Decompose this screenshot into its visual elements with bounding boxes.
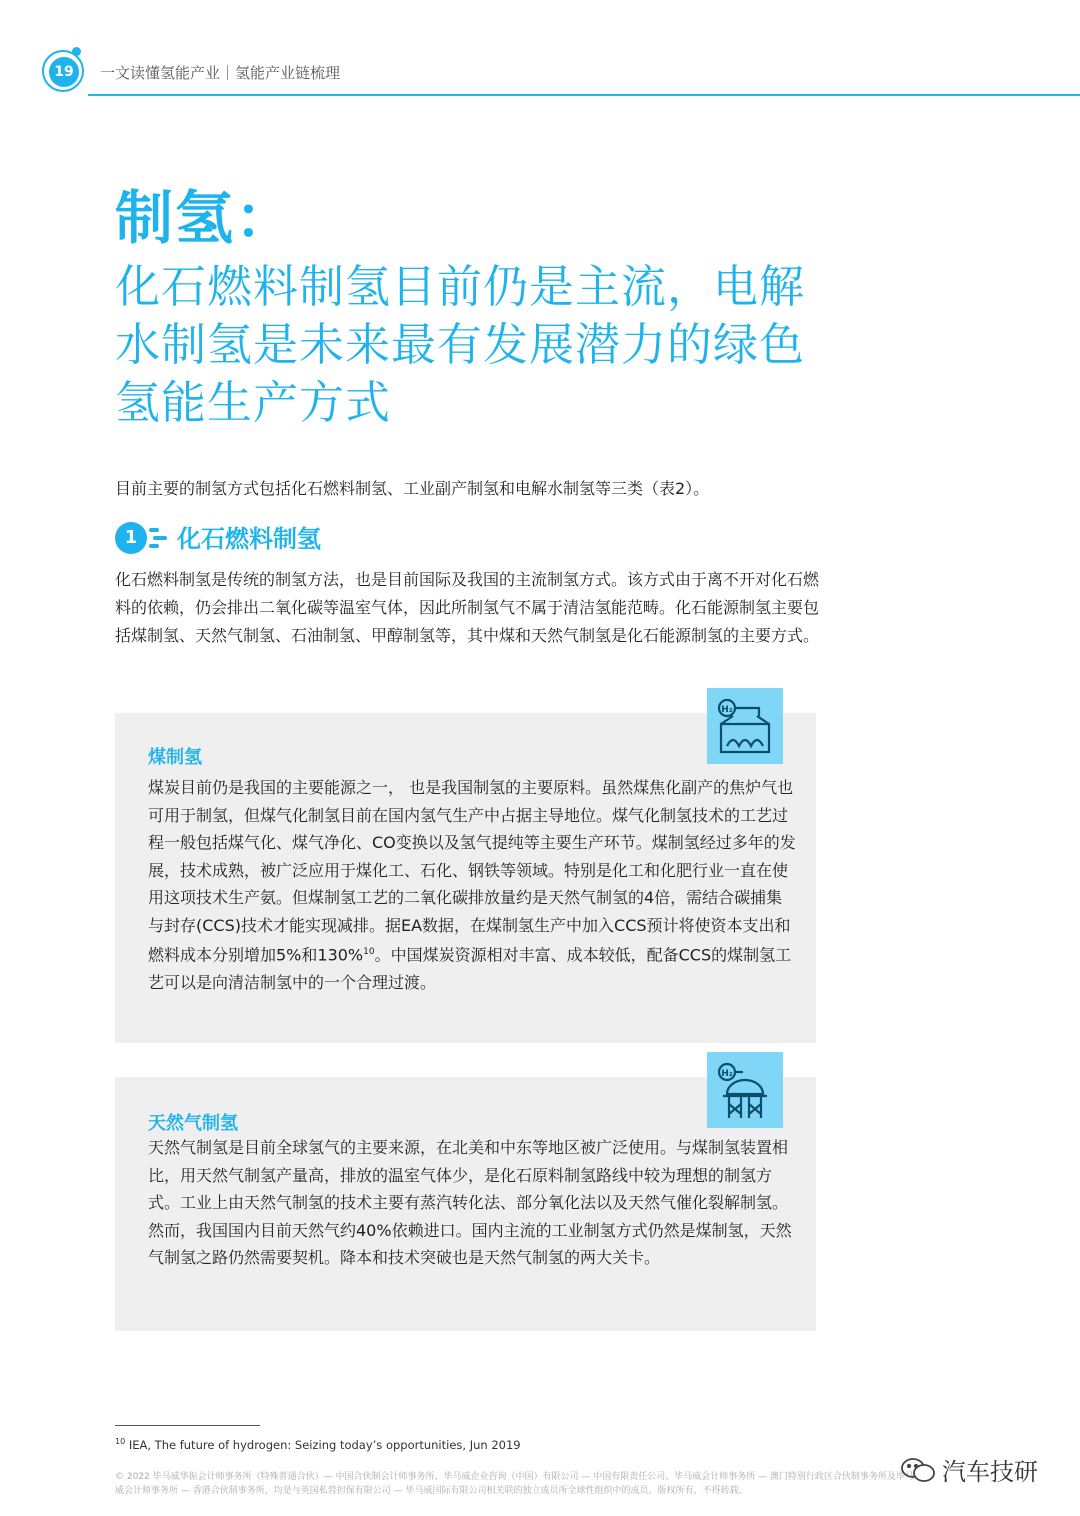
footnote-divider <box>115 1425 260 1426</box>
coal-box-text <box>148 774 798 996</box>
section-number: 1 <box>115 522 147 554</box>
coal-text-part-b: 。中国煤炭资源相对丰富、成本较低，配备CCS的煤制氢工艺可以是向清洁制氢中的一个合理过渡。 <box>148 945 792 992</box>
footnote-number: 10 <box>115 1437 126 1446</box>
page-number: 19 <box>49 57 79 87</box>
gas-icon-label: H₂ <box>721 1069 733 1079</box>
section-dashes-icon <box>147 528 171 550</box>
gas-box-title: 天然气制氢 <box>148 1113 238 1134</box>
footnote <box>115 1437 521 1452</box>
footnote-text: IEA, The future of hydrogen: Seizing today’s opportunities, Jun 2019 <box>128 1437 521 1452</box>
header-title: 一文读懂氢能产业｜氢能产业链梳理 <box>100 64 341 82</box>
coal-text-footnote-ref: 10 <box>363 947 375 957</box>
page-subtitle: 化石燃料制氢目前仍是主流，电解水制氢是未来最有发展潜力的绿色氢能生产方式 <box>115 260 806 429</box>
section-paragraph: 化石燃料制氢是传统的制氢方法，也是目前国际及我国的主流制氢方式。该方式由于离不开对化石燃料的依赖，仍会排出二氧化碳等温室气体，因此所制氢气不属于清洁氢能范畴。化石能源制氢主要包括煤制氢、天然气制氢、石油制氢、甲醇制氢等，其中煤和天然气制氢是化石能源制氢的主要方式。 <box>115 570 820 645</box>
page-number-badge <box>42 50 88 96</box>
section-title: 化石燃料制氢 <box>177 525 321 553</box>
coal-text-part-a: 煤炭目前仍是我国的主要能源之一， 也是我国制氢的主要原料。虽然煤焦化副产的焦炉气也可用于制氢，但煤气化制氢目前在国内氢气生产中占据主导地位。煤气化制氢技术的工艺过程一般包括煤气化、煤气净化、CO变换以及氢气提纯等主要生产环节。煤制氢经过多年的发展，技术成熟，被广泛应用于煤化工、石化、钢铁等领域。特别是化工和化肥行业一直在使用这项技术生产氨。但煤制氢工艺的二氧化碳排放量约是天然气制氢的4倍，需结合碳捕集与封存(CCS)技术才能实现减排。据EA数据，在煤制氢生产中加入CCS预计将使资本支出和燃料成本分别增加5%和130% <box>148 778 796 965</box>
gas-box-text: 天然气制氢是目前全球氢气的主要来源，在北美和中东等地区被广泛使用。与煤制氢装置相比，用天然气制氢产量高，排放的温室气体少，是化石原料制氢路线中较为理想的制氢方式。工业上由天然气制氢的技术主要有蒸汽转化法、部分氧化法以及天然气催化裂解制氢。然而，我国国内目前天然气约40%依赖进口。国内主流的工业制氢方式仍然是煤制氢，天然气制氢之路仍然需要契机。降本和技术突破也是天然气制氢的两大关卡。 <box>148 1138 792 1267</box>
badge-dot <box>72 47 81 56</box>
header-divider <box>88 94 1080 96</box>
copyright-notice: © 2022 毕马威华振会计师事务所（特殊普通合伙）— 中国合伙制会计师事务所、毕马威企业咨询（中国）有限公司 — 中国有限责任公司、毕马威会计师事务所 — 澳门特别行政区合伙制事务所及毕马威会计师事务所 — 香港合伙制事务所，均是与英国私营担保有限公司 — 毕马威国际有限公司相关联的独立成员所全球性组织中的成员。版权所有，不得转载。 <box>115 1472 914 1496</box>
intro-text: 目前主要的制氢方式包括化石燃料制氢、工业副产制氢和电解水制氢等三类（表2）。 <box>115 479 710 498</box>
page-title: 制氢： <box>115 184 296 252</box>
coal-box-title: 煤制氢 <box>148 747 202 768</box>
coal-icon-label: H₂ <box>721 705 733 715</box>
wechat-icon <box>900 1456 936 1484</box>
coal-hydrogen-icon <box>707 688 783 764</box>
page-header <box>0 0 1080 96</box>
natural-gas-hydrogen-icon <box>707 1052 783 1128</box>
watermark-text: 汽车技研 <box>942 1458 1038 1486</box>
